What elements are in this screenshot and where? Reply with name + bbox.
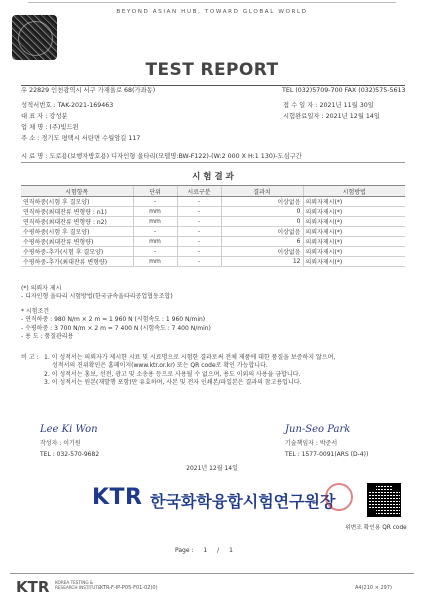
remark-line: 성적서의 진위확인은 홈페이지(www.ktr.or.kr) 또는 QR code로 확인 가능합니다. <box>52 362 268 370</box>
cell-unit: mm <box>133 217 177 227</box>
cell-test-item: 수평하중(최대잔류 변형량) <box>21 237 133 247</box>
col-method: 시험방법 <box>303 186 405 197</box>
cell-sample-type: - <box>177 227 221 237</box>
sample-row <box>21 152 411 162</box>
table-row <box>21 207 405 217</box>
footer-sub1: KOREA TESTING & <box>55 580 94 585</box>
remark-line: 2. 이 성적서는 홍보, 선전, 광고 및 소송용 등으로 사용될 수 없으며, 용도 이외의 사용을 금합니다. <box>44 370 301 378</box>
location-row <box>21 134 140 144</box>
col-test-item: 시험항목 <box>21 186 133 197</box>
ktr-logo: KTR <box>92 485 143 510</box>
table-row <box>21 227 405 237</box>
cell-test-item: 연직하중(시험 후 결모양) <box>21 197 133 207</box>
address: 우 22829 인천광역시 서구 가재울로 68(가좌동) <box>21 87 156 94</box>
cell-method: 의뢰자제시(*) <box>303 227 405 237</box>
report-no-row <box>21 101 113 111</box>
cell-test-item: 수평하중(시험 후 결모양) <box>21 227 133 237</box>
results-table <box>21 185 405 267</box>
ktr-institute-name: 한국화학융합시험연구원장 <box>150 492 336 511</box>
company-row <box>21 123 79 133</box>
sample-value: 도로용(보행자방호용) 디자인형 울타리(모델명:BW-F122)-(W:2 000 X H:1 130)-도심구간 <box>49 153 302 160</box>
cell-result: 12 <box>221 257 303 267</box>
cell-sample-type: - <box>177 237 221 247</box>
col-sample-type: 시료구분 <box>177 186 221 197</box>
cell-unit: mm <box>133 257 177 267</box>
notes-block <box>21 285 211 341</box>
top-rule <box>28 2 396 3</box>
page-current: 1 <box>203 547 208 554</box>
note-line: (*) 의뢰자 제시 <box>21 285 62 292</box>
table-row <box>21 247 405 257</box>
col-unit: 단위 <box>133 186 177 197</box>
cell-test-item: 연직하중(최대잔류 변형량 : n1) <box>21 207 133 217</box>
footer-form-code: KTR-F-IP-P05-F01-02(0) <box>100 585 158 591</box>
col-result: 결과치 <box>221 186 303 197</box>
representative-row <box>21 112 68 122</box>
cell-sample-type: - <box>177 207 221 217</box>
cell-method: 의뢰자제시(*) <box>303 197 405 207</box>
remark-line: 3. 이 성적서는 원본(재발행 포함)만 유효하며, 사본 및 전자 인쇄본/파일본은 결과의 참고용입니다. <box>44 379 302 387</box>
cell-unit: - <box>133 197 177 207</box>
company-label: 업 체 명 : <box>21 124 48 131</box>
cell-method: 의뢰자제시(*) <box>303 237 405 247</box>
hologram-seal <box>12 15 57 60</box>
cell-unit: mm <box>133 237 177 247</box>
slogan: BEYOND ASIAN HUB, TOWARD GLOBAL WORLD <box>116 9 308 15</box>
note-line: - 수평하중 : 3 700 N/m × 2 m = 7 400 N (시험속도 : 7 400 N/min) <box>21 324 211 332</box>
cell-result: 0 <box>221 207 303 217</box>
cell-sample-type: - <box>177 197 221 207</box>
cell-sample-type: - <box>177 257 221 267</box>
sample-label: 시 료 명 : <box>21 153 48 160</box>
table-row <box>21 257 405 267</box>
page-label: Page : <box>175 547 194 554</box>
signer-right-role: 기술책임자 : 박준서 <box>285 440 338 447</box>
note-line: - 연직하중 : 980 N/m × 2 m = 1 960 N (시험속도 : 1 960 N/min) <box>21 316 206 324</box>
cell-sample-type: - <box>177 247 221 257</box>
remark-line: 1. 이 성적서는 의뢰자가 제시한 시료 및 시료명으로 시험한 결과로써 전체 제품에 대한 품질을 보증하지 않으며, <box>44 354 336 361</box>
remarks-block <box>44 354 414 388</box>
cell-result: 이상없음 <box>221 197 303 207</box>
results-title: 시 험 결 과 <box>192 172 234 182</box>
received-value: 2021년 11월 30일 <box>319 102 374 109</box>
table-row <box>21 197 405 207</box>
signer-right-tel: TEL : 1577-0091(ARS (D-4)) <box>285 451 369 458</box>
cell-method: 의뢰자제시(*) <box>303 257 405 267</box>
sample-rule <box>21 162 405 163</box>
signature-right: Jun-Seo Park <box>285 424 351 435</box>
page-indicator <box>175 547 233 555</box>
issue-date: 2021년 12월 14일 <box>186 465 238 472</box>
cell-result: 6 <box>221 237 303 247</box>
qr-caption: 위변조 확인용 QR code <box>345 525 407 531</box>
signer-left-tel: TEL : 032-570-9682 <box>40 451 100 458</box>
qr-code-icon <box>367 483 401 517</box>
signer-left-role: 작성자 : 이기원 <box>40 440 81 447</box>
page-sep: / <box>217 547 220 554</box>
footer-rule <box>10 573 414 574</box>
table-row <box>21 237 405 247</box>
location-label: 주 소 : <box>21 135 40 142</box>
cell-method: 의뢰자제시(*) <box>303 217 405 227</box>
cell-method: 의뢰자제시(*) <box>303 247 405 257</box>
note-line: - 용 도 : 품질관리용 <box>21 333 74 341</box>
page-total: 1 <box>229 547 233 554</box>
cell-unit: mm <box>133 207 177 217</box>
official-stamp <box>325 483 353 511</box>
cell-unit: - <box>133 227 177 237</box>
completed-value: 2021년 12월 14일 <box>325 113 380 120</box>
representative-value: 강성분 <box>49 113 68 120</box>
cell-result: 이상없음 <box>221 227 303 237</box>
report-title: TEST REPORT <box>145 60 279 80</box>
cell-unit: - <box>133 247 177 257</box>
location-value: 경기도 평택시 서탄면 수월암길 117 <box>41 135 141 142</box>
received-label: 접 수 일 자 : <box>283 102 318 109</box>
cell-test-item: 연직하중(최대잔류 변형량 : n2) <box>21 217 133 227</box>
completed-row <box>283 112 380 122</box>
cell-test-item: 수평하중-추가(시험 후 결모양) <box>21 247 133 257</box>
table-row <box>21 217 405 227</box>
report-no-label: 성적서번호 : <box>21 102 56 109</box>
received-row <box>283 101 374 111</box>
remarks-label: 비 고 : <box>21 354 39 361</box>
cell-result: 이상없음 <box>221 247 303 257</box>
footer-institute <box>55 580 100 590</box>
note-line: - 디자인형 울타리 시험방법(한국금속울타리공업협동조합) <box>21 293 173 301</box>
footer-paper-size: A4(210 × 297) <box>355 585 392 591</box>
note-line: * 시험조건 <box>21 307 50 315</box>
footer-logo: KTR <box>16 578 50 596</box>
completed-label: 시험완료일자 : <box>283 113 324 120</box>
cell-sample-type: - <box>177 217 221 227</box>
representative-label: 대 표 자 : <box>21 113 48 120</box>
tel-fax: TEL (032)5709-700 FAX (032)575-5613 <box>282 87 406 94</box>
table-header-row <box>21 186 405 197</box>
cell-test-item: 수평하중-추가(최대잔류 변형량) <box>21 257 133 267</box>
signature-left: Lee Ki Won <box>40 424 98 435</box>
cell-method: 의뢰자제시(*) <box>303 207 405 217</box>
cell-result: 0 <box>221 217 303 227</box>
report-no-value: TAK-2021-169463 <box>57 102 114 109</box>
footer-sub2: RESEARCH INSTITUTE <box>55 585 101 590</box>
company-value: (주)빛드윈 <box>49 124 79 131</box>
